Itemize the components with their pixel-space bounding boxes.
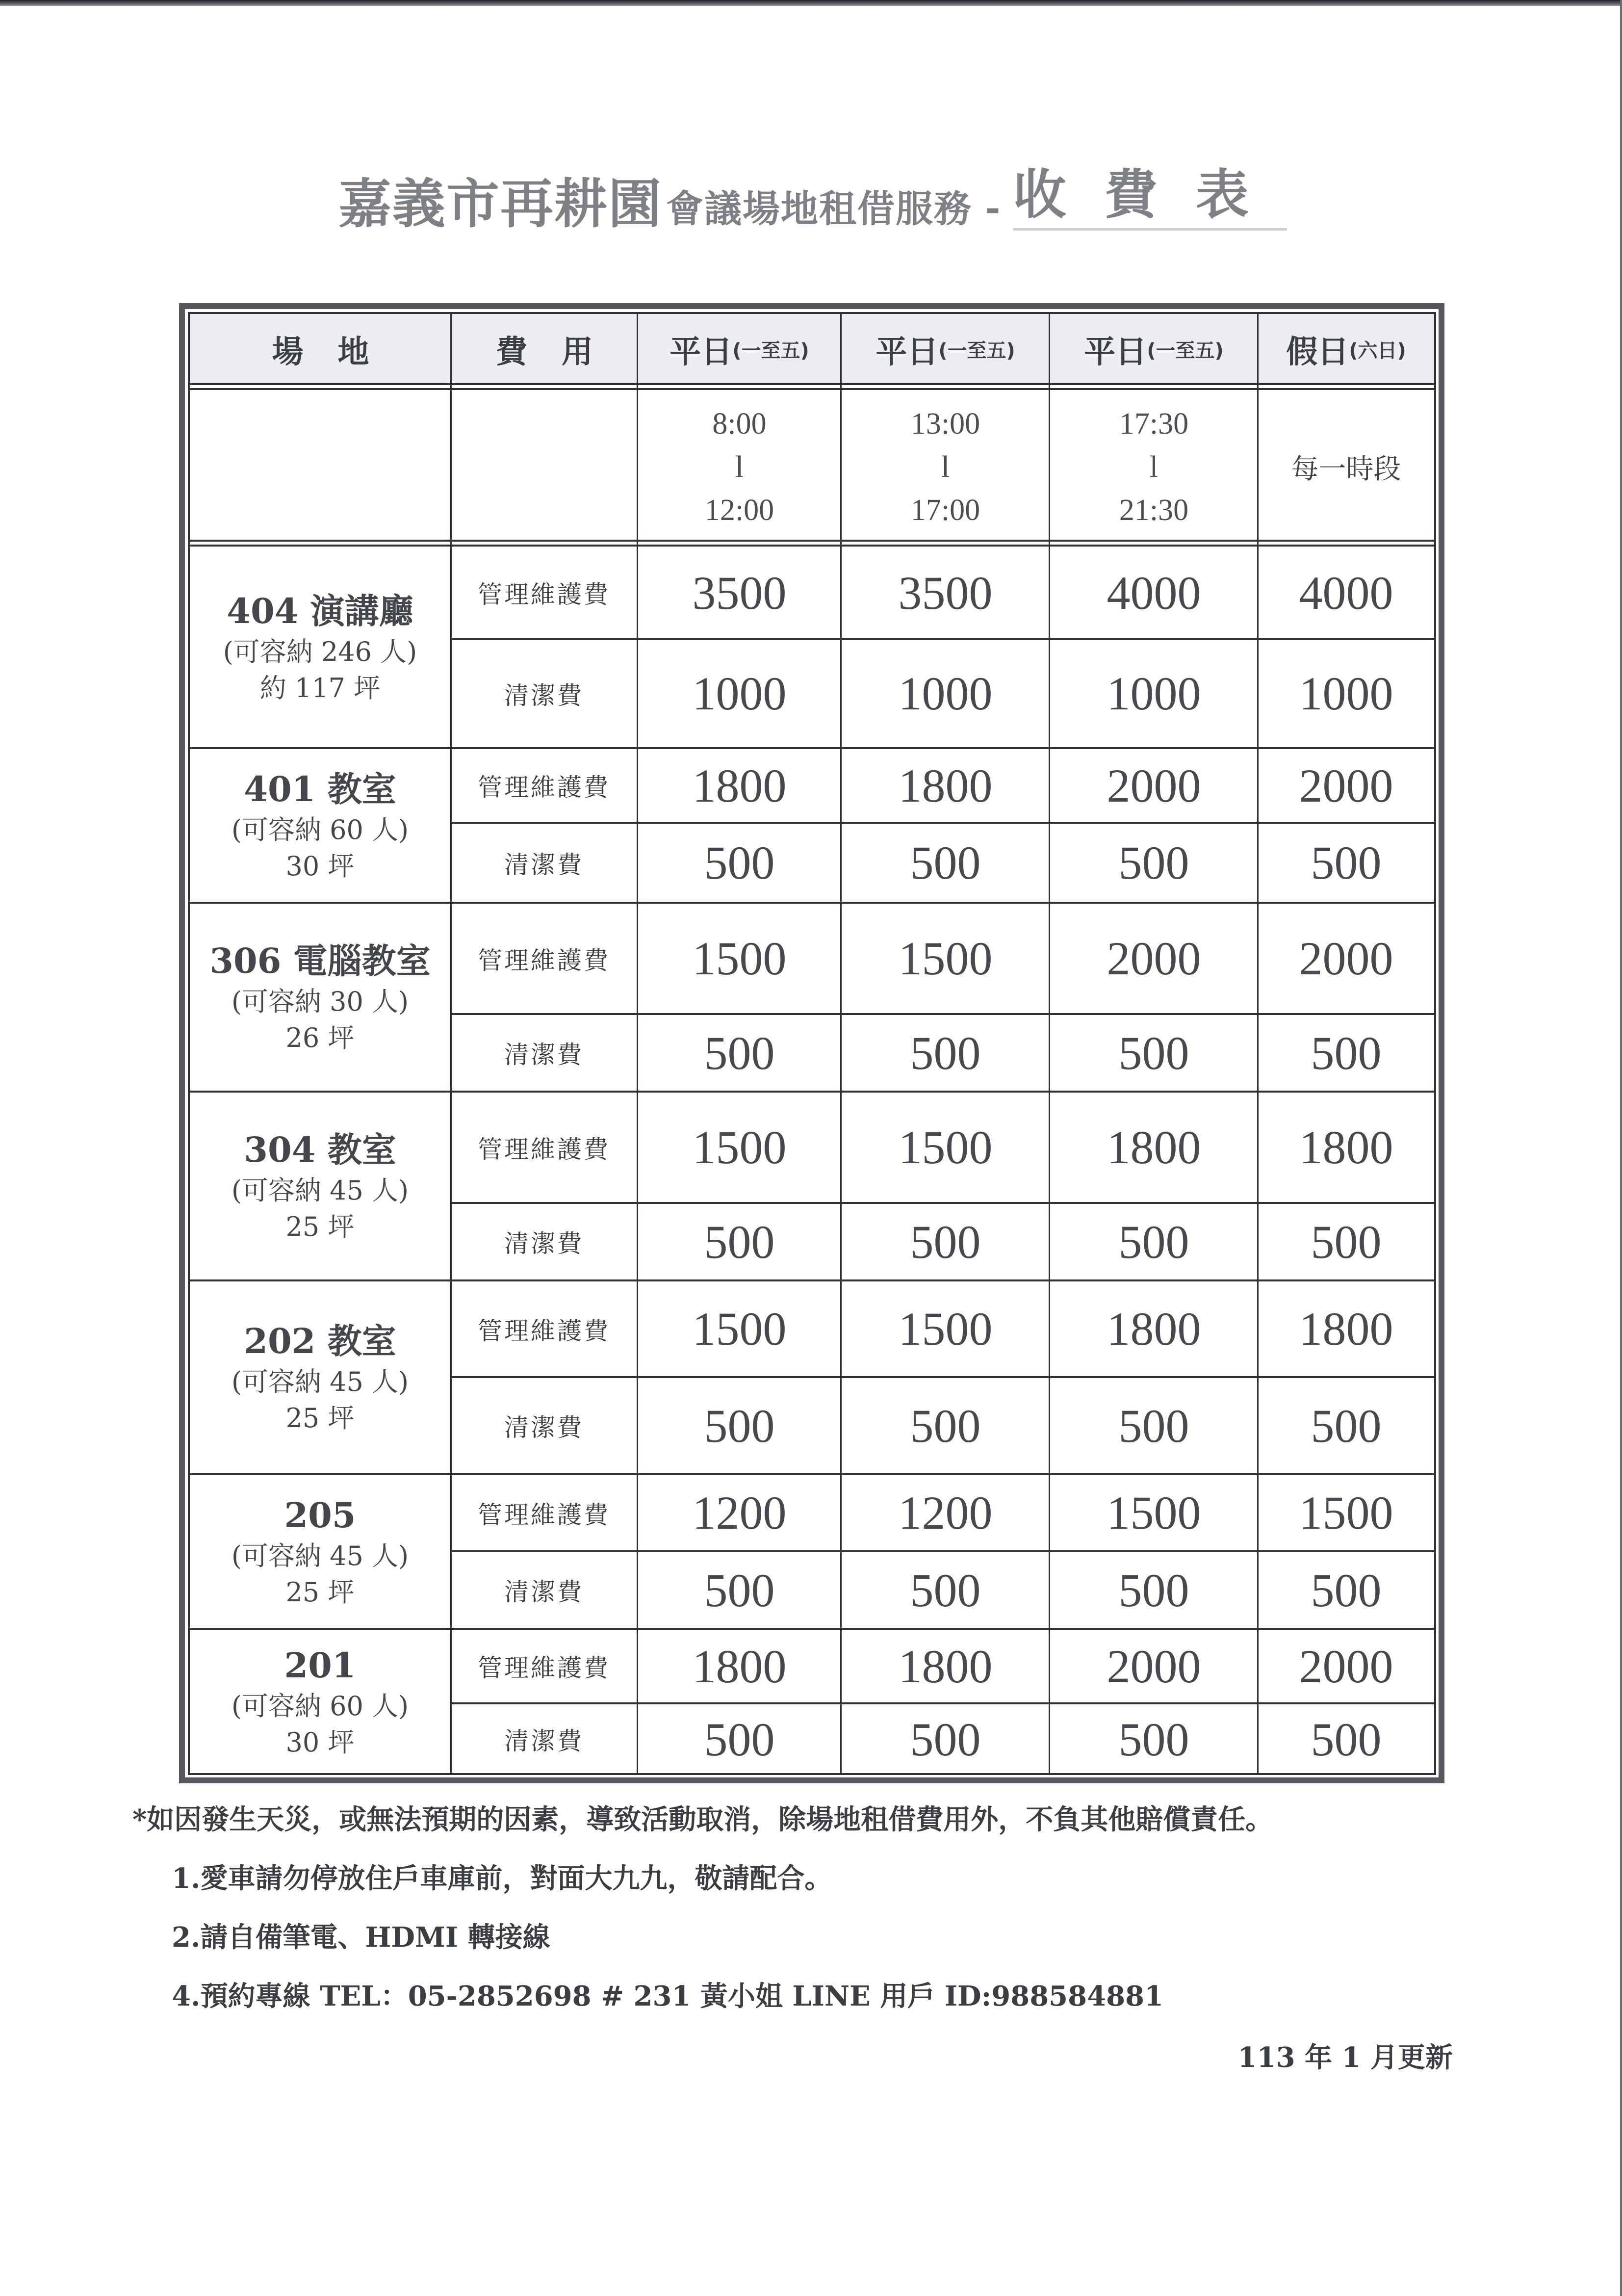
note-parking: 1.愛車請勿停放住戶車庫前，對面大九九，敬請配合。 — [172, 1862, 832, 1895]
time-start: 8:00 — [712, 407, 767, 441]
disclaimer-note: *如因發生天災，或無法預期的因素，導致活動取消，除場地租借費用外，不負其他賠償責任。 — [132, 1803, 1273, 1836]
time-end: 21:30 — [1119, 494, 1189, 527]
header-day-label: 平日 — [669, 334, 733, 370]
page-title — [338, 164, 1319, 235]
time-row-divider — [190, 540, 1434, 547]
fee-type-maintenance: 管理維護費 — [478, 580, 610, 609]
time-separator: l — [735, 450, 744, 484]
price-cleaning: 500 — [1118, 1713, 1189, 1766]
header-weekday-afternoon — [841, 314, 1050, 384]
venue-cell — [190, 1629, 450, 1775]
time-end: 17:00 — [910, 494, 980, 527]
venue-capacity: (可容納 45 人) — [231, 1540, 409, 1571]
fee-type-maintenance: 管理維護費 — [478, 1135, 610, 1164]
fee-type-maintenance: 管理維護費 — [478, 946, 610, 975]
column-divider — [1049, 314, 1050, 1774]
price-maintenance: 1500 — [1299, 1487, 1393, 1539]
header-venue — [190, 314, 451, 384]
venue-capacity: (可容納 246 人) — [223, 636, 417, 667]
price-maintenance: 1800 — [898, 1640, 993, 1693]
header-divider — [190, 383, 1434, 390]
row-split-line — [451, 638, 1434, 640]
time-separator: l — [941, 450, 950, 484]
title-separator: - — [985, 186, 1001, 230]
price-maintenance: 1500 — [1107, 1487, 1201, 1539]
column-divider — [450, 314, 452, 1774]
time-start: 17:30 — [1119, 407, 1189, 441]
price-cleaning: 500 — [910, 1215, 981, 1268]
header-holiday — [1258, 314, 1434, 384]
price-maintenance: 1800 — [898, 759, 993, 812]
price-maintenance: 1500 — [692, 1121, 787, 1174]
venue-area: 30 坪 — [285, 1727, 355, 1758]
price-maintenance: 1800 — [692, 759, 787, 812]
fee-type-maintenance: 管理維護費 — [478, 1316, 610, 1345]
price-maintenance: 1500 — [692, 1303, 787, 1355]
price-cleaning: 500 — [1118, 1215, 1189, 1268]
fee-type-maintenance: 管理維護費 — [478, 1654, 610, 1682]
column-divider — [1257, 314, 1259, 1774]
header-day-label: 假日 — [1286, 334, 1349, 370]
time-slot-morning — [638, 391, 841, 543]
price-maintenance: 2000 — [1299, 932, 1393, 985]
price-cleaning: 500 — [1311, 1713, 1382, 1766]
time-end: 12:00 — [704, 494, 774, 527]
price-maintenance: 1800 — [1107, 1303, 1201, 1355]
price-maintenance: 1500 — [898, 932, 993, 985]
note-equipment: 2.請自備筆電、HDMI 轉接線 — [172, 1921, 550, 1954]
time-slot-afternoon — [841, 391, 1050, 543]
header-day-label: 平日 — [1084, 334, 1147, 370]
row-split-line — [451, 1550, 1434, 1552]
price-cleaning: 1000 — [1299, 667, 1393, 720]
time-slot-evening — [1050, 391, 1258, 543]
price-cleaning: 500 — [704, 1215, 775, 1268]
header-day-sub: (一至五) — [938, 339, 1015, 362]
header-venue-label: 場地 — [272, 334, 404, 370]
price-cleaning: 500 — [704, 1713, 775, 1766]
fee-type-cleaning: 清潔費 — [504, 1727, 584, 1755]
price-maintenance: 1800 — [1299, 1303, 1393, 1355]
header-day-sub: (六日) — [1349, 339, 1406, 362]
price-cleaning: 500 — [1311, 836, 1382, 889]
header-weekday-morning — [638, 314, 841, 384]
price-maintenance: 2000 — [1299, 1640, 1393, 1693]
header-fee-label: 費用 — [496, 334, 627, 370]
venue-area: 25 坪 — [285, 1576, 355, 1608]
price-maintenance: 1800 — [1299, 1121, 1393, 1174]
fee-type-cleaning: 清潔費 — [504, 1041, 584, 1069]
update-date: 113 年 1 月更新 — [1237, 2041, 1453, 2074]
price-cleaning: 500 — [910, 1564, 981, 1617]
price-cleaning: 500 — [1118, 1564, 1189, 1617]
price-maintenance: 1800 — [692, 1640, 787, 1693]
time-slot-holiday — [1258, 391, 1434, 543]
venue-cell — [190, 1474, 450, 1629]
price-maintenance: 1500 — [898, 1303, 993, 1355]
price-cleaning: 500 — [910, 1026, 981, 1079]
venue-capacity: (可容納 60 人) — [231, 1691, 409, 1722]
venue-capacity: (可容納 45 人) — [231, 1174, 409, 1206]
venue-name: 304 教室 — [244, 1129, 396, 1170]
venue-capacity: (可容納 30 人) — [231, 986, 409, 1017]
venue-name: 401 教室 — [244, 768, 396, 809]
venue-cell — [190, 1280, 450, 1474]
venue-capacity: (可容納 45 人) — [231, 1366, 409, 1397]
row-split-line — [451, 1376, 1434, 1378]
price-maintenance: 1500 — [692, 932, 787, 985]
venue-area: 30 坪 — [285, 850, 355, 882]
price-cleaning: 1000 — [898, 667, 993, 720]
venue-area: 26 坪 — [285, 1022, 355, 1053]
price-cleaning: 500 — [704, 836, 775, 889]
column-divider — [637, 314, 638, 1774]
venue-area: 25 坪 — [285, 1211, 355, 1242]
venue-name: 404 演講廳 — [227, 590, 413, 631]
row-split-line — [451, 1702, 1434, 1704]
venue-cell — [190, 748, 450, 903]
header-day-label: 平日 — [875, 334, 939, 370]
price-cleaning: 500 — [910, 1399, 981, 1452]
price-maintenance: 2000 — [1107, 1640, 1201, 1693]
fee-type-maintenance: 管理維護費 — [478, 773, 610, 802]
venue-cell — [190, 1092, 450, 1280]
fee-type-cleaning: 清潔費 — [504, 850, 584, 879]
row-split-line — [451, 1202, 1434, 1204]
venue-name: 201 — [284, 1645, 356, 1686]
price-cleaning: 1000 — [1107, 667, 1201, 720]
price-cleaning: 500 — [1311, 1564, 1382, 1617]
price-maintenance: 2000 — [1107, 932, 1201, 985]
price-cleaning: 500 — [1118, 836, 1189, 889]
column-divider — [840, 314, 842, 1774]
header-weekday-evening — [1050, 314, 1258, 384]
header-day-sub: (一至五) — [1147, 339, 1224, 362]
venue-area: 25 坪 — [285, 1402, 355, 1434]
price-cleaning: 500 — [1311, 1215, 1382, 1268]
price-maintenance: 2000 — [1107, 759, 1201, 812]
fee-type-cleaning: 清潔費 — [504, 1413, 584, 1442]
venue-cell — [190, 547, 450, 748]
time-start: 13:00 — [910, 407, 980, 441]
row-split-line — [451, 822, 1434, 824]
price-cleaning: 500 — [910, 836, 981, 889]
price-cleaning: 1000 — [692, 667, 787, 720]
venue-area: 約 117 坪 — [259, 672, 381, 704]
fee-type-cleaning: 清潔費 — [504, 1229, 584, 1258]
header-day-sub: (一至五) — [732, 339, 809, 362]
title-fee-schedule: 收費表 — [1013, 168, 1287, 231]
title-organization: 嘉義市再耕園 — [338, 173, 663, 235]
scan-edge-top — [0, 0, 1622, 6]
price-cleaning: 500 — [1311, 1026, 1382, 1079]
price-maintenance: 2000 — [1299, 759, 1393, 812]
venue-name: 202 教室 — [244, 1320, 396, 1361]
fee-type-maintenance: 管理維護費 — [478, 1500, 610, 1529]
price-cleaning: 500 — [1118, 1026, 1189, 1079]
fee-type-cleaning: 清潔費 — [504, 1578, 584, 1606]
fee-type-cleaning: 清潔費 — [504, 681, 584, 710]
price-cleaning: 500 — [1311, 1399, 1382, 1452]
venue-capacity: (可容納 60 人) — [231, 814, 409, 845]
price-cleaning: 500 — [910, 1713, 981, 1766]
scan-edge-right — [1620, 0, 1622, 2296]
price-cleaning: 500 — [1118, 1399, 1189, 1452]
venue-name: 205 — [284, 1494, 356, 1536]
price-maintenance: 3500 — [692, 566, 787, 619]
price-maintenance: 4000 — [1107, 566, 1201, 619]
price-maintenance: 1800 — [1107, 1121, 1201, 1174]
price-maintenance: 1200 — [898, 1487, 993, 1539]
price-maintenance: 3500 — [898, 566, 993, 619]
header-fee — [451, 314, 638, 384]
price-cleaning: 500 — [704, 1399, 775, 1452]
price-maintenance: 1500 — [898, 1121, 993, 1174]
venue-cell — [190, 903, 450, 1092]
time-separator: l — [1149, 450, 1159, 484]
row-split-line — [451, 1013, 1434, 1015]
price-maintenance: 1200 — [692, 1487, 787, 1539]
holiday-slot-label: 每一時段 — [1291, 453, 1401, 485]
venue-name: 306 電腦教室 — [209, 940, 431, 981]
note-contact: 4.預約專線 TEL：05-2852698 # 231 黃小姐 LINE 用戶 ID:988584881 — [172, 1980, 1163, 2012]
price-cleaning: 500 — [704, 1026, 775, 1079]
title-service: 會議場地租借服務 — [666, 187, 973, 231]
price-cleaning: 500 — [704, 1564, 775, 1617]
price-maintenance: 4000 — [1299, 566, 1393, 619]
